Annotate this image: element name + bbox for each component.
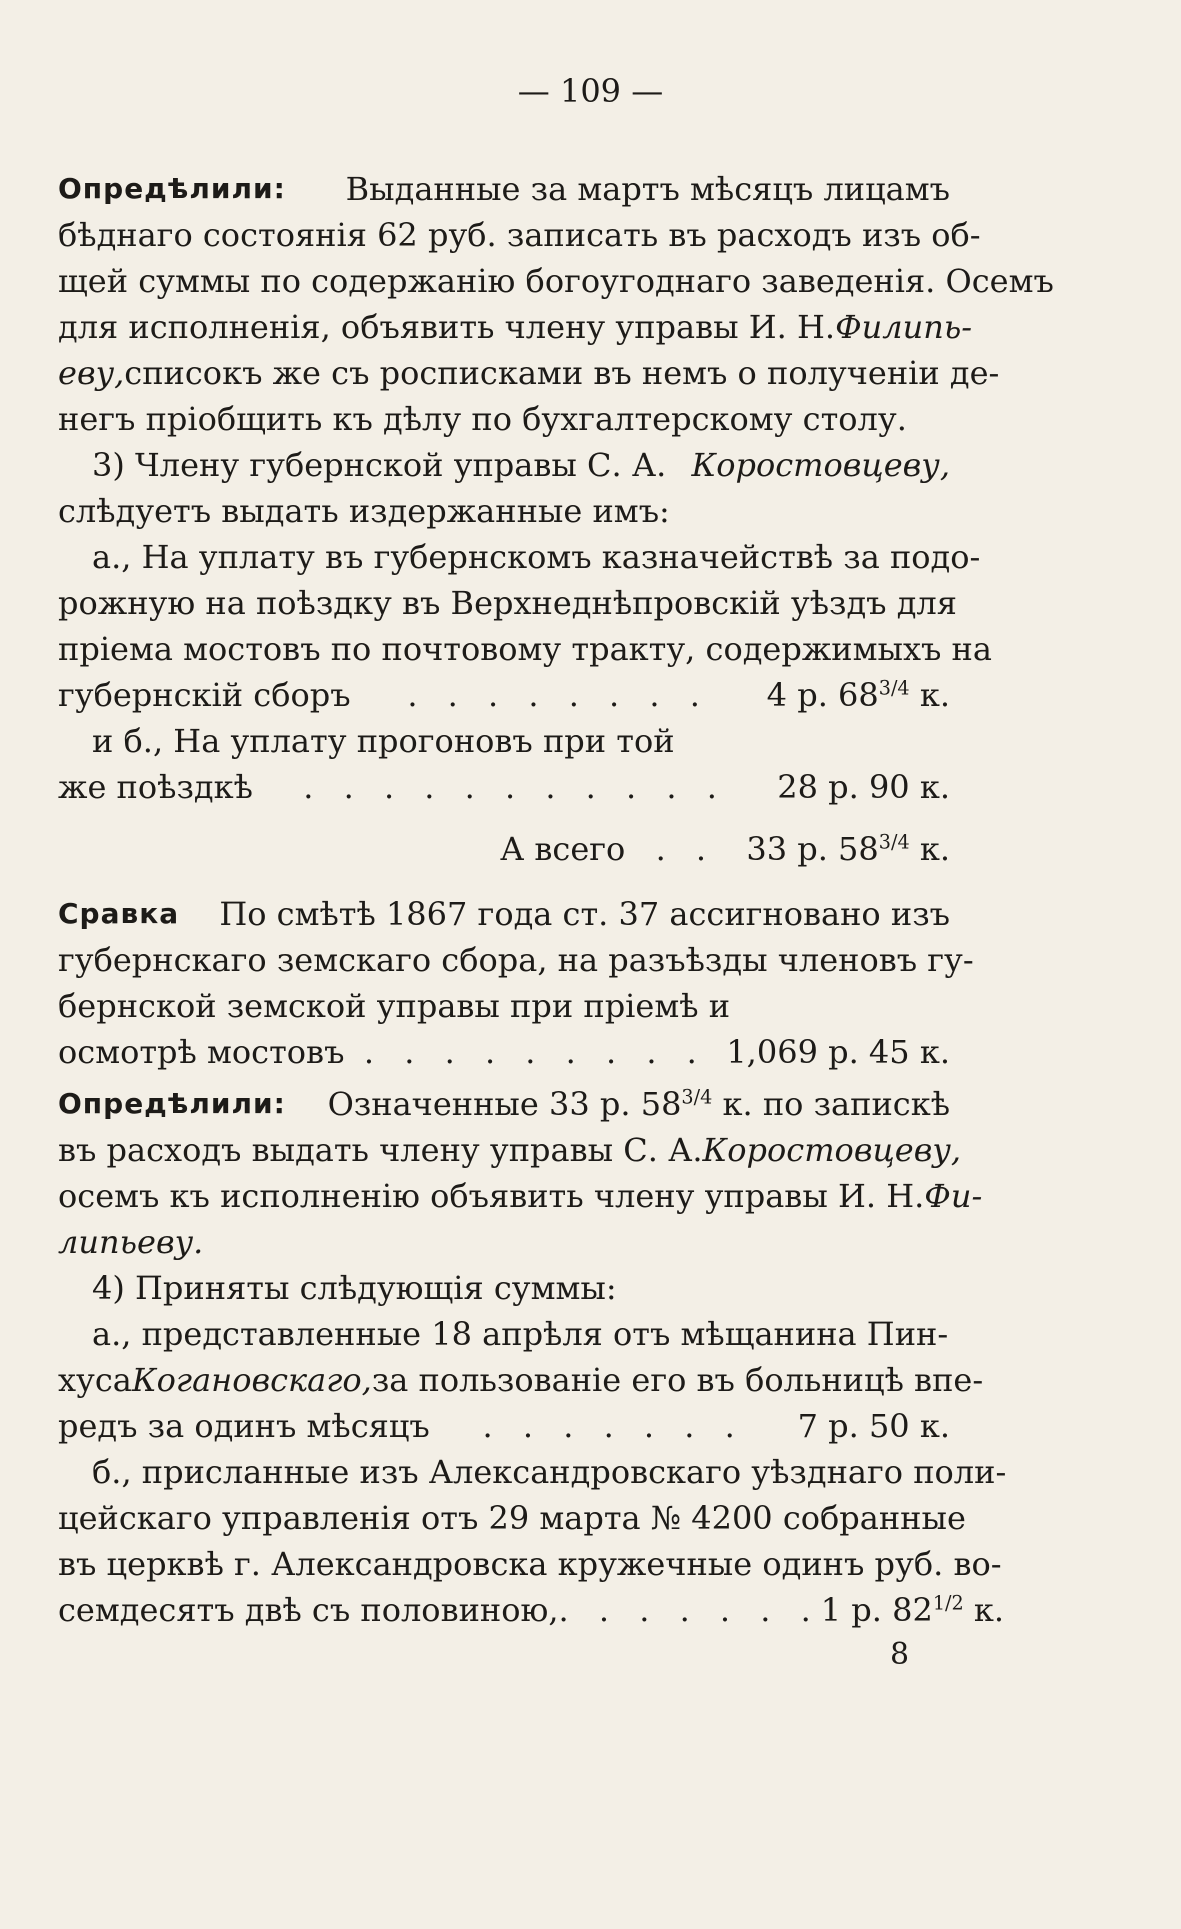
text-line: Опредѣлили: Выданные за мартъ мѣсяцъ лицамъ <box>58 170 950 208</box>
text-line: слѣдуетъ выдать издержанные имъ: <box>58 492 670 530</box>
text-line: въ церквѣ г. Александровска кружечные одинъ руб. во- <box>58 1545 1002 1583</box>
signature-mark: 8 <box>890 1637 910 1672</box>
text-line: осемъ къ исполненію объявить члену управы И. Н. Фи- <box>58 1177 983 1215</box>
text-line: губернскаго земскаго сбора, на разъѣзды членовъ гу- <box>58 941 974 979</box>
text-line: и б., На уплату прогоновъ при той <box>92 722 675 760</box>
text-line: Опредѣлили: Означенные 33 р. $58^{3/4}$ к. по запискѣ <box>58 1085 950 1123</box>
text-line: еву, списокъ же съ росписками въ немъ о полученіи де- <box>58 354 1000 392</box>
text-line: бѣднаго состоянія 62 руб. записать въ расходъ изъ об- <box>58 216 981 254</box>
text-line: бернской земской управы при пріемѣ и <box>58 987 731 1025</box>
text-line: хуса Когановскаго, за пользованіе его въ больницѣ впе- <box>58 1361 984 1399</box>
text-line: б., присланные изъ Александровскаго уѣзднаго поли- <box>92 1453 1007 1491</box>
text-line: щей суммы по содержанію богоугоднаго заведенія. Осемъ <box>58 262 1054 300</box>
total-line: А всего . . 33 р. $58^{3/4}$ к. <box>500 830 950 868</box>
page-number: — 109 — <box>517 72 664 110</box>
text-line: же поѣздкѣ . . . . . . . . . . . 28 р. 90 к. <box>58 768 950 806</box>
text-line: рожную на поѣздку въ Верхнеднѣпровскій уѣздъ для <box>58 584 957 622</box>
text-line: а., На уплату въ губернскомъ казначействѣ за подо- <box>92 538 981 576</box>
text-line: 3) Члену губернской управы С. А. Коростовцеву, <box>92 446 950 484</box>
text-line: для исполненія, объявить члену управы И. Н. Филипь- <box>58 308 973 346</box>
text-line: редъ за одинъ мѣсяцъ . . . . . . . 7 р. 50 к. <box>58 1407 950 1445</box>
text-line: семдесятъ двѣ съ половиною, . . . . . . . 1 р. $82^{1/2}$ к. <box>58 1591 1005 1629</box>
text-line: а., представленные 18 апрѣля отъ мѣщанина Пин- <box>92 1315 949 1353</box>
text-line: пріема мостовъ по почтовому тракту, содержимыхъ на <box>58 630 992 668</box>
text-line: негъ пріобщить къ дѣлу по бухгалтерскому столу. <box>58 400 907 438</box>
text-line: губернскій сборъ . . . . . . . . 4 р. $68^{3/4}$ к. <box>58 676 950 714</box>
text-line: 4) Приняты слѣдующія суммы: <box>92 1269 617 1307</box>
text-line: Сравка По смѣтѣ 1867 года ст. 37 ассигновано изъ <box>58 895 950 933</box>
text-line: осмотрѣ мостовъ . . . . . . . . . 1,069 р. 45 к. <box>58 1033 950 1071</box>
text-line: цейскаго управленія отъ 29 марта № 4200 собранные <box>58 1499 966 1537</box>
text-line: липьеву. <box>58 1223 204 1261</box>
text-line: въ расходъ выдать члену управы С. А. Коростовцеву, <box>58 1131 962 1169</box>
